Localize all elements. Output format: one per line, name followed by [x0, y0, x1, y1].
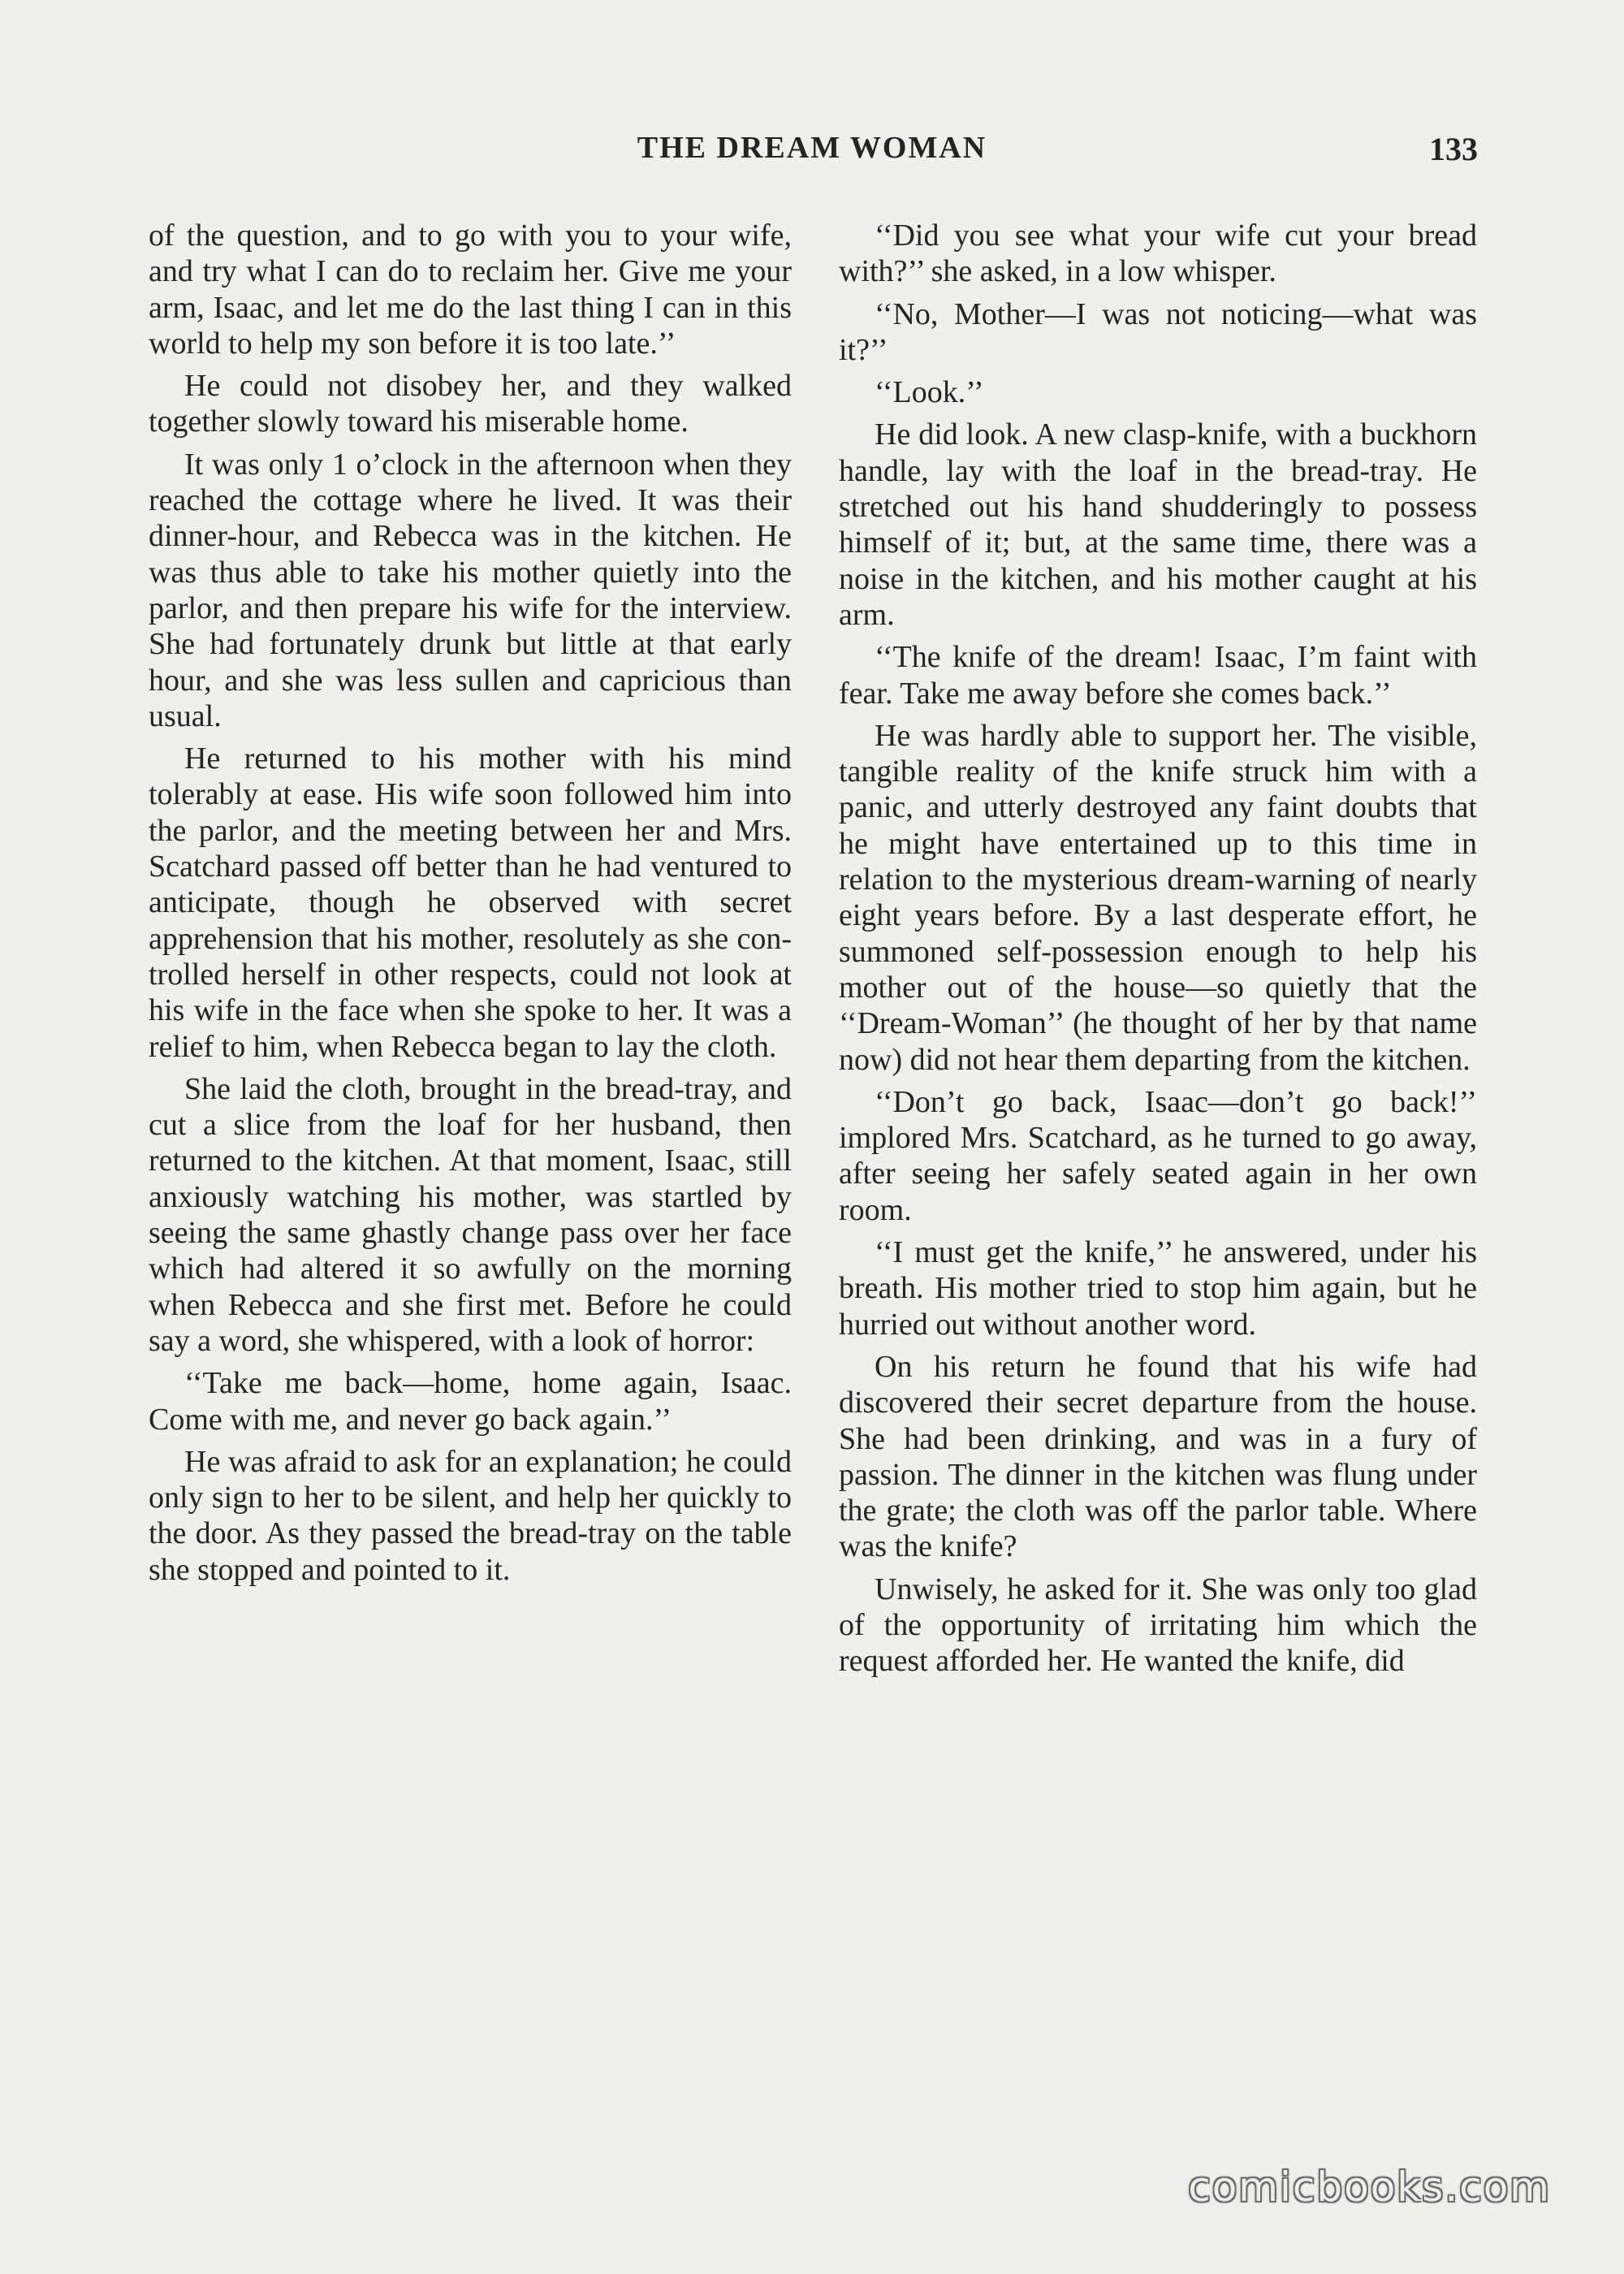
- paragraph: ‘‘The knife of the dream! Isaac, I’m faint with fear. Take me away before she comes back.’’: [839, 640, 1477, 711]
- page-number: 133: [1429, 131, 1478, 167]
- left-column: [149, 218, 792, 1594]
- paragraph: He did look. A new clasp-knife, with a buckhorn handle, lay with the loaf in the bread-tray. He stretched out his hand shudderingly to possess himself of it; but, at the same time, there was a noise in the kitchen, and his mother caught at his arm.: [839, 417, 1477, 632]
- paragraph: ‘‘Look.’’: [875, 375, 984, 410]
- paragraph: He was hardly able to support her. The visible, tangible reality of the knife struck him with a panic, and utterly destroyed any faint doubts that he might have entertained up to this time in relation to the mysterious dream-warning of nearly eight years before. By a last desperate effort, he summoned self-possession enough to help his mother out of the house—so quietly that the ‘‘Dream-Woman’’ (he thought of her by that name now) did not hear them departing from the kitchen.: [839, 718, 1477, 1077]
- right-column: [839, 218, 1477, 1686]
- paragraph: Unwisely, he asked for it. She was only too glad of the opportunity of irritating him which the request afforded her. He wanted the knife, did: [839, 1571, 1477, 1679]
- running-title: THE DREAM WOMAN: [637, 131, 987, 165]
- watermark: comicbooks.com: [1188, 2164, 1551, 2211]
- paragraph: It was only 1 o’clock in the afternoon when they reached the cottage where he lived. It was their dinner-hour, and Rebecca was in the kitchen. He was thus able to take his mother quietly into the parlor, and then prepare his wife for the interview. She had fortunately drunk but little at that early hour, and she was less sullen and capricious than usual.: [149, 447, 792, 733]
- paragraph: She laid the cloth, brought in the bread-tray, and cut a slice from the loaf for her husband, then returned to the kitchen. At that moment, Isaac, still anxiously watching his mother, was startled by seeing the same ghastly change pass over her face which had altered it so awfully on the morning when Rebecca and she first met. Before he could say a word, she whispered, with a look of horror:: [149, 1071, 792, 1358]
- paragraph: ‘‘Did you see what your wife cut your bread with?’’ she asked, in a low whisper.: [839, 218, 1477, 289]
- paragraph: of the question, and to go with you to your wife, and try what I can do to reclaim her. Give me your arm, Isaac, and let me do the last thing I can in this world to help my son before it is too late.’’: [149, 218, 792, 361]
- paragraph: On his return he found that his wife had discovered their secret departure from the house. She had been drinking, and was in a fury of passion. The dinner in the kitchen was flung under the grate; the cloth was off the parlor table. Where was the knife?: [839, 1349, 1477, 1564]
- paragraph: ‘‘I must get the knife,’’ he answered, under his breath. His mother tried to stop him again, but he hurried out without another word.: [839, 1235, 1477, 1342]
- paragraph: He could not disobey her, and they walked together slowly toward his miserable home.: [149, 369, 792, 439]
- paragraph: He returned to his mother with his mind tolerably at ease. His wife soon followed him into the parlor, and the meeting between her and Mrs. Scatchard passed off better than he had ventured to anticipate, though he observed with secret apprehension that his mother, resolutely as she controlled herself in other respects, could not look at his wife in the face when she spoke to her. It was a relief to him, when Rebecca began to lay the cloth.: [149, 741, 792, 1064]
- paragraph: ‘‘Don’t go back, Isaac—don’t go back!’’ implored Mrs. Scatchard, as he turned to go away, after seeing her safely seated again in her own room.: [839, 1084, 1477, 1227]
- running-head: [146, 130, 1478, 179]
- paragraph: ‘‘Take me back—home, home again, Isaac. Come with me, and never go back again.’’: [149, 1366, 792, 1437]
- paragraph: ‘‘No, Mother—I was not noticing—what was it?’’: [839, 296, 1477, 367]
- paragraph: He was afraid to ask for an explanation; he could only sign to her to be silent, and help her quickly to the door. As they passed the bread-tray on the table she stopped and pointed to it.: [149, 1444, 792, 1587]
